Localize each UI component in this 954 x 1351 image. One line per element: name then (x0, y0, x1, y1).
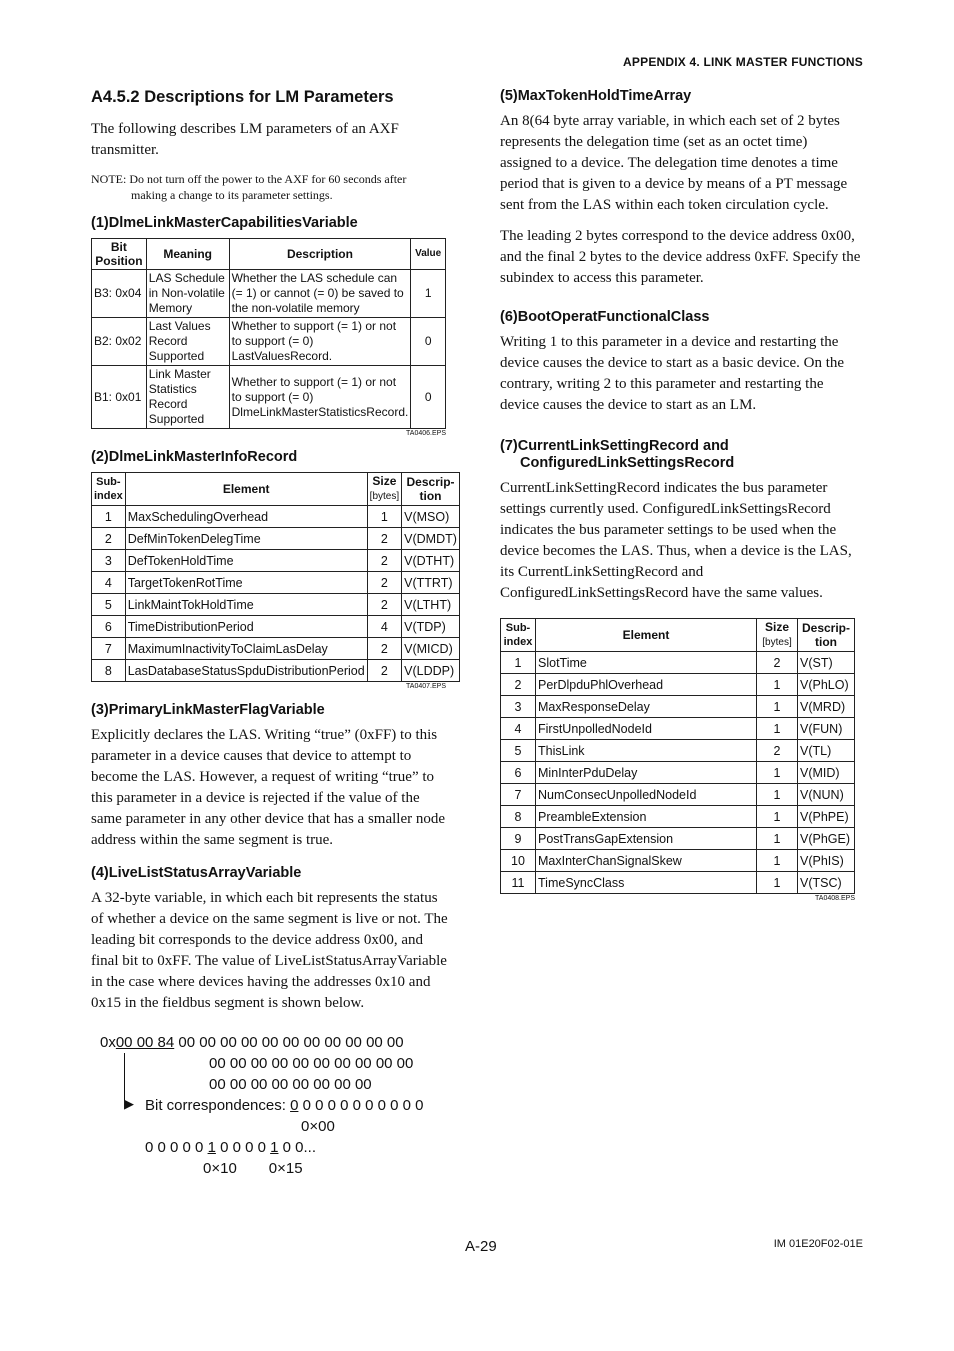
table-cell: TimeSyncClass (536, 872, 757, 894)
table-cell: 1 (92, 506, 126, 528)
col-value: Value (411, 239, 446, 270)
table-row (92, 506, 460, 528)
table-row (92, 270, 446, 318)
col-bit-position: Bit Position (92, 239, 147, 270)
table-cell: V(MRD) (798, 696, 855, 718)
table-cell: V(PhLO) (798, 674, 855, 696)
col-description: Descrip-tion (798, 619, 855, 652)
table-cell: V(PhGE) (798, 828, 855, 850)
bit-first: 0 (290, 1097, 299, 1114)
table-cell: 7 (92, 638, 126, 660)
table-cell: 1 (501, 652, 536, 674)
table-row (501, 740, 855, 762)
s7-eps: TA0408.EPS (815, 895, 855, 902)
size-unit: [bytes] (369, 491, 400, 502)
table-cell: V(TTRT) (402, 572, 460, 594)
hex-line-3: 00 00 00 00 00 00 00 00 (209, 1076, 372, 1093)
table-cell: TargetTokenRotTime (125, 572, 367, 594)
table-cell: V(TSC) (798, 872, 855, 894)
col-subindex: Sub-index (92, 473, 126, 506)
table-cell: FirstUnpolledNodeId (536, 718, 757, 740)
table-cell: 2 (367, 660, 401, 682)
bits-a: 0 0 0 0 0 (145, 1139, 208, 1156)
table-row (501, 784, 855, 806)
bits-e: 0 0... (278, 1139, 316, 1156)
note (91, 171, 453, 203)
table-cell: 2 (757, 740, 798, 762)
table-cell: 5 (501, 740, 536, 762)
note-line-1: NOTE: Do not turn off the power to the AXF for 60 seconds after (91, 172, 407, 186)
table-cell: B2: 0x02 (92, 318, 147, 366)
table-cell: PreambleExtension (536, 806, 757, 828)
table-cell: LasDatabaseStatusSpduDistributionPeriod (125, 660, 367, 682)
col-subindex: Sub-index (501, 619, 536, 652)
table-cell: MaxInterChanSignalSkew (536, 850, 757, 872)
table-row (92, 318, 446, 366)
table-cell: V(DMDT) (402, 528, 460, 550)
document-id: IM 01E20F02-01E (773, 1238, 863, 1250)
table-cell: 0 (411, 366, 446, 429)
hex-line-1 (91, 1032, 453, 1053)
table-cell: 1 (757, 806, 798, 828)
table-cell: V(MSO) (402, 506, 460, 528)
s5-body-1: An 8(64 byte array variable, in which each set of 2 bytes represents the delegation time (set as an octet time) assigned to a device. The delegation time denotes a time period that is given to a device by means of a PT message sent from the LAS within each token circulation cycle. (500, 113, 848, 213)
table-cell: 10 (501, 850, 536, 872)
table-cell: PostTransGapExtension (536, 828, 757, 850)
table-cell: 1 (757, 718, 798, 740)
table-cell: V(MID) (798, 762, 855, 784)
table-cell: 4 (92, 572, 126, 594)
col-description: Descrip-tion (402, 473, 460, 506)
s7-body: CurrentLinkSettingRecord indicates the bus parameter settings currently used. ConfiguredLinkSettingsRecord indicates the bus parameter settings to be used when the device becomes the LAS. Thus, when a device is the LAS, its CurrentLinkSettingRecord and ConfiguredLinkSettingsRecord have the same values. (500, 480, 852, 601)
table-cell: 1 (757, 674, 798, 696)
s7-title-2: ConfiguredLinkSettingsRecord (520, 455, 735, 471)
s2-title: (2)DlmeLinkMasterInfoRecord (91, 449, 298, 465)
table-cell: MinInterPduDelay (536, 762, 757, 784)
table-cell: NumConsecUnpolledNodeId (536, 784, 757, 806)
link-setting-table (500, 618, 855, 894)
bits-b: 1 (207, 1139, 216, 1156)
hex-prefix: 0x (100, 1034, 116, 1051)
table-cell: SlotTime (536, 652, 757, 674)
left-column (91, 88, 457, 1179)
table-row (92, 660, 460, 682)
table-row (501, 762, 855, 784)
s2-rows (92, 506, 460, 682)
right-column (500, 88, 862, 914)
table-cell: Whether to support (= 1) or not to support (= 0) LastValuesRecord. (229, 318, 411, 366)
s5-title: (5)MaxTokenHoldTimeArray (500, 88, 692, 104)
s7-title (500, 438, 862, 472)
table-cell: 1 (757, 850, 798, 872)
table-cell: PerDlpduPhlOverhead (536, 674, 757, 696)
info-record-table (91, 472, 460, 682)
intro-paragraph: The following describes LM parameters of an AXF transmitter. (91, 121, 399, 158)
s1-rows (92, 270, 446, 429)
hex-line-2: 00 00 00 00 00 00 00 00 00 00 (209, 1055, 414, 1072)
col-element: Element (536, 619, 757, 652)
table-cell: LinkMaintTokHoldTime (125, 594, 367, 616)
table-cell: 1 (757, 828, 798, 850)
capabilities-table (91, 238, 446, 429)
live-list-example (91, 1032, 453, 1179)
table-cell: 4 (501, 718, 536, 740)
table-cell: DefMinTokenDelegTime (125, 528, 367, 550)
table-cell: 2 (92, 528, 126, 550)
bit-correspondence-line (91, 1095, 453, 1116)
table-row (92, 366, 446, 429)
table-cell: V(MICD) (402, 638, 460, 660)
size-label: Size (372, 474, 397, 488)
col-size (367, 473, 401, 506)
table-cell: MaximumInactivityToClaimLasDelay (125, 638, 367, 660)
table-cell: Last Values Record Supported (146, 318, 229, 366)
table-cell: 4 (367, 616, 401, 638)
s4-body: A 32-byte variable, in which each bit represents the status of whether a device on the same segment is live or not. The leading bit corresponds to the device address 0x00, and final bit to 0xFF. The value of LiveListStatusArrayVariable in the case where devices having the addresses 0x10 and 0x15 in the fieldbus segment is shown below. (91, 890, 448, 1011)
s6-body: Writing 1 to this parameter in a device and restarting the device causes the device to start as a basic device. On the contrary, writing 2 to this parameter and restarting the device causes the device to start as an LM. (500, 334, 845, 413)
table-cell: 2 (367, 550, 401, 572)
table-cell: Link Master Statistics Record Supported (146, 366, 229, 429)
addr-10-15 (91, 1158, 453, 1179)
table-cell: 2 (367, 528, 401, 550)
table-row (92, 616, 460, 638)
table-cell: V(DTHT) (402, 550, 460, 572)
s1-title: (1)DlmeLinkMasterCapabilitiesVariable (91, 215, 358, 231)
table-cell: 1 (367, 506, 401, 528)
section-title: A4.5.2 Descriptions for LM Parameters (91, 88, 394, 106)
s4-title: (4)LiveListStatusArrayVariable (91, 865, 302, 881)
table-row (92, 572, 460, 594)
table-cell: TimeDistributionPeriod (125, 616, 367, 638)
table-row (501, 652, 855, 674)
table-cell: 7 (501, 784, 536, 806)
addr-15: 0×15 (268, 1160, 303, 1177)
table-cell: 2 (757, 652, 798, 674)
table-cell: 1 (757, 762, 798, 784)
table-cell: V(TL) (798, 740, 855, 762)
table-row (501, 718, 855, 740)
table-cell: 1 (757, 784, 798, 806)
s3-body: Explicitly declares the LAS. Writing “true” (0xFF) to this parameter in a device causes that device to attempt to become the LAS. However, a request of writing “true” to this parameter in a device is rejected if the value of the same parameter in any other device that has a smaller node address within the same segment is true. (91, 727, 446, 848)
table-cell: LAS Schedule in Non-volatile Memory (146, 270, 229, 318)
table-cell: 3 (501, 696, 536, 718)
s1-eps: TA0406.EPS (406, 430, 446, 437)
bits-d: 1 (270, 1139, 279, 1156)
table-cell: 2 (501, 674, 536, 696)
arrow-right-icon: ▶ (124, 1096, 134, 1111)
table-cell: 5 (92, 594, 126, 616)
bits-line-2 (91, 1137, 453, 1158)
table-cell: ThisLink (536, 740, 757, 762)
table-row (501, 828, 855, 850)
table-cell: V(PhIS) (798, 850, 855, 872)
table-row (501, 696, 855, 718)
table-cell: 9 (501, 828, 536, 850)
table-cell: B1: 0x01 (92, 366, 147, 429)
bit-rest: 0 0 0 0 0 0 0 0 0 0 (298, 1097, 424, 1114)
s5-body-2: The leading 2 bytes correspond to the device address 0x00, and the final 2 bytes to the device address 0xFF. Specify the subindex to access this parameter. (500, 228, 861, 286)
table-cell: Whether to support (= 1) or not to support (= 0) DlmeLinkMasterStatisticsRecord. (229, 366, 411, 429)
table-row (501, 872, 855, 894)
table-row (92, 528, 460, 550)
table-cell: 8 (92, 660, 126, 682)
s7-rows (501, 652, 855, 894)
table-cell: DefTokenHoldTime (125, 550, 367, 572)
table-cell: MaxSchedulingOverhead (125, 506, 367, 528)
addr-00: 0×00 (301, 1118, 335, 1135)
s6-title: (6)BootOperatFunctionalClass (500, 309, 710, 325)
hex-underlined: 00 00 84 (115, 1034, 175, 1051)
table-row (501, 674, 855, 696)
table-cell: V(NUN) (798, 784, 855, 806)
table-row (92, 550, 460, 572)
table-cell: MaxResponseDelay (536, 696, 757, 718)
col-description: Description (229, 239, 411, 270)
table-cell: 6 (501, 762, 536, 784)
size-unit: [bytes] (762, 637, 792, 648)
col-size (757, 619, 798, 652)
table-cell: 1 (757, 872, 798, 894)
col-meaning: Meaning (146, 239, 229, 270)
table-row (501, 850, 855, 872)
table-cell: 6 (92, 616, 126, 638)
table-cell: Whether the LAS schedule can (= 1) or cannot (= 0) be saved to the non-volatile memory (229, 270, 411, 318)
table-cell: 8 (501, 806, 536, 828)
page-number: A-29 (465, 1238, 497, 1255)
size-label: Size (764, 620, 789, 634)
table-cell: 2 (367, 638, 401, 660)
table-cell: B3: 0x04 (92, 270, 147, 318)
table-row (501, 806, 855, 828)
table-cell: 1 (411, 270, 446, 318)
table-cell: 2 (367, 594, 401, 616)
table-cell: V(TDP) (402, 616, 460, 638)
table-cell: V(LDDP) (402, 660, 460, 682)
s3-title: (3)PrimaryLinkMasterFlagVariable (91, 702, 325, 718)
table-cell: 1 (757, 696, 798, 718)
table-cell: 0 (411, 318, 446, 366)
addr-10: 0×10 (203, 1160, 237, 1177)
s2-eps: TA0407.EPS (406, 683, 446, 690)
bits-c: 0 0 0 0 (215, 1139, 271, 1156)
table-cell: 2 (367, 572, 401, 594)
note-line-2: making a change to its parameter settings. (131, 188, 333, 202)
running-header: APPENDIX 4. LINK MASTER FUNCTIONS (623, 55, 863, 69)
table-cell: V(ST) (798, 652, 855, 674)
table-cell: V(LTHT) (402, 594, 460, 616)
s7-title-1: (7)CurrentLinkSettingRecord and (500, 438, 729, 454)
bit-label: Bit correspondences: (145, 1097, 291, 1114)
table-row (92, 638, 460, 660)
table-cell: V(FUN) (798, 718, 855, 740)
col-element: Element (125, 473, 367, 506)
table-cell: 11 (501, 872, 536, 894)
table-row (92, 594, 460, 616)
table-cell: V(PhPE) (798, 806, 855, 828)
hex-rest: 00 00 00 00 00 00 00 00 00 00 00 (174, 1034, 404, 1051)
table-cell: 3 (92, 550, 126, 572)
